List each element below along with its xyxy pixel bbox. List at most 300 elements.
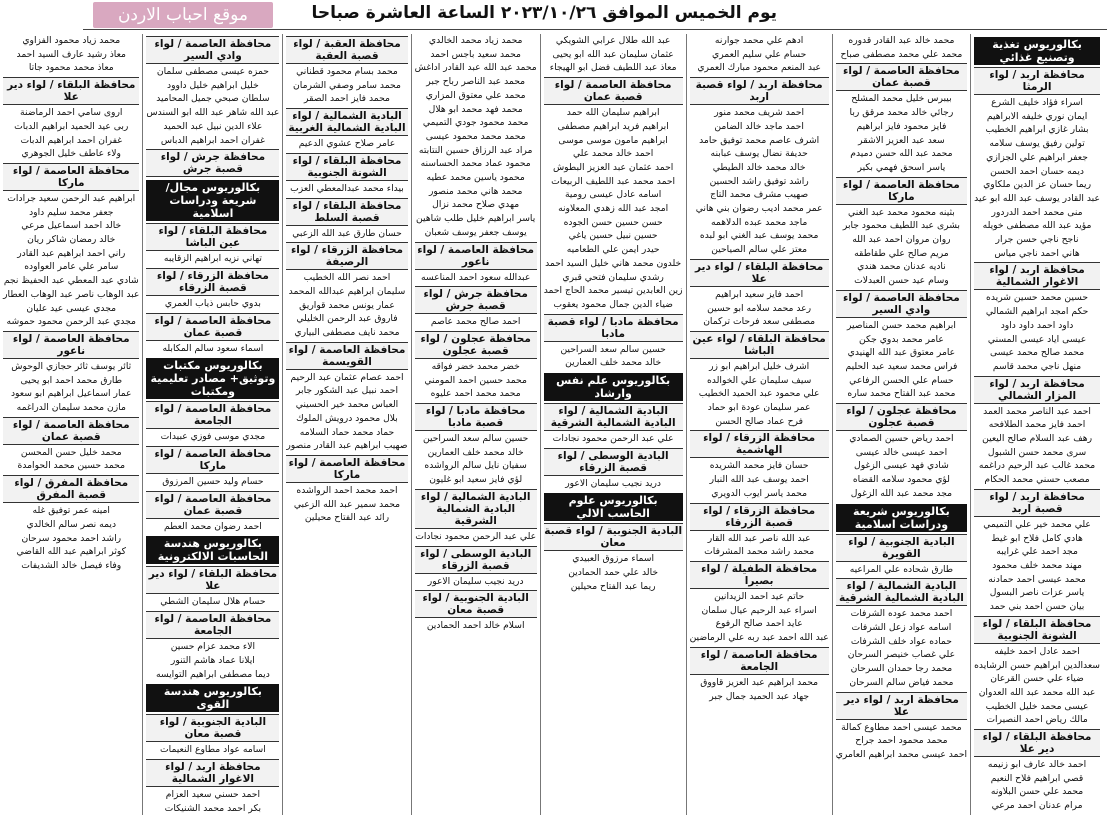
region-heading: محافظة الزرقاء / لواء قصبة الزرقاء	[146, 268, 279, 296]
region-heading: البادية الشمالية / لواء البادية الشمالية الشرقية	[544, 403, 683, 431]
student-name: ربى عيد الحميد ابراهيم الدبات	[14, 120, 129, 132]
region-heading: محافظة البلقاء / لواء عين الباشا	[690, 331, 829, 359]
column-1	[970, 34, 1103, 815]
region-heading: محافظة البلقاء / لواء الشونة الجنوبية	[974, 616, 1100, 644]
student-name: وفاء فيصل خالد الشديفات	[21, 559, 122, 571]
student-name: احمد محمد عوده الشرفات	[850, 608, 953, 620]
student-name: اسراء عبد الرحيم عيال سلمان	[701, 604, 817, 616]
region-heading: محافظة العاصمة / لواء وادي السير	[836, 290, 967, 318]
region-heading: محافظة اربد / لواء الاغوار الشمالية	[146, 759, 279, 787]
column-3	[686, 34, 832, 815]
student-name: ماجد محمد عبده الدلاهمه	[710, 216, 808, 228]
student-name: محمد هاني محمد منصور	[428, 185, 523, 197]
student-name: حسام هلال سليمان الشطي	[160, 596, 266, 608]
student-name: اسامه عواد مطاوع النعيمات	[160, 744, 266, 756]
region-heading: محافظة البلقاء / لواء عين الباشا	[146, 223, 279, 251]
student-name: ابراهيم مامون موسى موسى	[558, 134, 668, 146]
student-name: مجد محمد عبد الله الزغول	[850, 487, 953, 499]
student-name: حماد محمد حماد السلامه	[299, 426, 395, 438]
student-name: احمد حسني سعيد العزام	[165, 788, 261, 800]
region-heading: البادية الشمالية / لواء البادية الشمالية الغربية	[286, 108, 407, 136]
student-name: حاتم عيد احمد الزيدانين	[714, 590, 805, 602]
region-heading: محافظة العاصمة / لواء ماركا	[3, 163, 139, 191]
student-name: محمد صالح محمد عيسى	[989, 347, 1085, 359]
student-name: حديفة نضال يوسف عبابنه	[710, 148, 808, 160]
student-name: امينه عمر توفيق غله	[32, 505, 110, 517]
region-heading: محافظة العاصمة / لواء ماركا	[286, 455, 407, 483]
region-heading: محافظة اربد / لواء الرمثا	[974, 67, 1100, 95]
student-name: محمد حسين محمد الحوامدة	[17, 460, 126, 472]
region-heading: محافظة البلقاء / لواء دير علا	[974, 729, 1100, 757]
region-heading: محافظة العاصمة / لواء القويسمة	[286, 342, 407, 370]
region-heading: محافظة اربد / لواء دير علا	[836, 692, 967, 720]
student-name: محمود ياسين محمد عطيه	[426, 172, 525, 184]
student-name: احمد نبيل عبد الشكور جابر	[295, 385, 399, 397]
student-name: احمد شريف محمد منور	[714, 107, 805, 119]
student-name: محمد خالد عبد القادر قدوره	[848, 35, 955, 46]
student-name: بثينه محمود محمد عبد الغني	[848, 206, 955, 218]
student-name: شادي فهد عيسى الزغول	[854, 460, 949, 472]
student-name: محمد عيسى احمد مطاوع كمالة	[841, 721, 962, 733]
student-name: مجدي عيسى عيد عليان	[26, 302, 117, 314]
student-name: ناديه عدنان محمد هندي	[857, 261, 946, 273]
columns-container	[3, 34, 1103, 814]
student-name: حماده عواد خلف الشرفات	[850, 635, 952, 647]
student-name: الاء محمد عزام حسين	[170, 641, 256, 653]
student-name: سليمان ابراهيم عبدالله المحمد	[288, 285, 406, 297]
student-name: اروى سامي احمد الرماضنة	[20, 107, 123, 119]
region-heading: محافظة المفرق / لواء قصبة المفرق	[3, 475, 139, 503]
student-name: عمار يونس محمد قواريق	[299, 299, 395, 311]
student-name: مالك رياض احمد النصيرات	[986, 714, 1088, 726]
student-name: معاذ محمد محمود جاتا	[28, 62, 114, 74]
degree-heading: بكالوريوس مجال/شريعة ودراسات اسلامية	[146, 180, 279, 221]
student-name: ضياء علي حسن القرعان	[990, 673, 1084, 685]
student-name: خالد محمد خلف العمارين	[427, 446, 524, 458]
degree-heading: بكالوريوس هندسة الحاسبات الالكترونية	[146, 536, 279, 564]
student-name: فرح عماد صالح الحسن	[715, 415, 803, 427]
student-name: رشدي سليمان فتحي قبري	[562, 271, 664, 283]
student-name: علي محمد خير علي التميمي	[983, 518, 1091, 530]
student-name: ايمان نوري خليفه الابراهيم	[986, 110, 1088, 122]
student-name: بلال محمود درويش الملوك	[296, 412, 398, 424]
student-name: ابراهيم سليمان الله حمد	[566, 107, 660, 119]
student-name: حسام علي سليم العمري	[712, 48, 807, 60]
region-heading: محافظة البلقاء / لواء قصبة السلط	[286, 198, 407, 226]
student-name: محمد زياد محمد الخالدي	[428, 35, 523, 46]
student-name: خالد علي حمد الحمادين	[568, 567, 659, 579]
student-name: معاذ رشيد عارف السيد احمد	[16, 48, 126, 60]
student-name: هاني احمد ناجي مياس	[994, 247, 1080, 259]
student-name: مهند محمد خلف محمود	[992, 559, 1082, 571]
column-5	[411, 34, 540, 815]
region-heading: محافظة العاصمة / لواء قصبة عمان	[836, 63, 967, 91]
region-heading: محافظة العاصمة / لواء ناعور	[3, 331, 139, 359]
degree-heading: بكالوريوس علوم الحاسب الالي	[544, 493, 683, 521]
region-heading: محافظة العاصمة / لواء ناعور	[415, 242, 537, 270]
student-name: احمد فايز سعيد ابراهيم	[715, 288, 804, 300]
student-name: خالد محمد خلف العمارين	[565, 357, 662, 369]
student-name: منى محمد احمد الدردور	[991, 206, 1083, 218]
student-name: مازن محمد سليمان الدراغمه	[16, 402, 126, 414]
student-name: تهاني نزيه ابراهيم الزقايبه	[163, 253, 262, 265]
student-name: محمد يوسف عبد الغني ابو لبده	[699, 230, 819, 242]
student-name: مراد عبد الرزاق حسين النتابته	[418, 144, 533, 156]
region-heading: محافظة جرش / لواء قصبة جرش	[415, 286, 537, 314]
student-name: حسن حسين حسن الجوده	[563, 216, 663, 228]
student-name: احمد عثمان عبد العزيز البطوش	[552, 161, 674, 173]
student-name: بكر احمد محمد الشنيكات	[164, 802, 262, 814]
student-name: سرى محمد حسن الشبول	[987, 446, 1087, 458]
student-name: روان مروان احمد عبد الله	[852, 234, 951, 246]
student-name: بيبرس خليل محمد المشلح	[851, 93, 952, 105]
region-heading: محافظة جرش / لواء قصبة جرش	[146, 149, 279, 177]
student-name: ابراهيم محمد حسن المناصير	[846, 319, 956, 331]
student-name: سفيان نايل سالم الرواشده	[424, 460, 527, 472]
student-name: سلطان صبحي جميل المحاميد	[156, 93, 270, 105]
student-name: محمد علي معتوق المزاري	[425, 89, 526, 101]
student-name: عمر محمد اديب رضوان بني هاني	[695, 203, 823, 215]
student-name: ابراهيم عبد الرحمن سعيد جرادات	[7, 192, 136, 204]
student-name: ياسر ابراهيم خليل طلب شاهين	[416, 213, 536, 225]
student-name: عثمان سليمان عبد الله ابو يحيى	[552, 48, 674, 60]
region-heading: محافظة البلقاء / لواء دير علا	[690, 259, 829, 287]
page-title: يوم الخميس الموافق ٢٠٢٣/١٠/٢٦ الساعة العاشرة صباحا	[311, 3, 777, 23]
student-name: محمد رجا حمدان السرحان	[850, 663, 953, 675]
student-name: داود احمد داود داود	[1000, 319, 1074, 331]
student-name: دريد نجيب سليمان الاعور	[565, 477, 662, 489]
student-name: محمد عبد الفتاح محمد ساره	[847, 388, 956, 400]
page-header	[83, 0, 1107, 30]
student-name: عبد الله طلال عرابي الشويكي	[555, 35, 671, 46]
student-name: محمد ياسر ايوب الدويري	[711, 487, 808, 499]
student-name: صهيب مشرف محمد التاج	[710, 189, 809, 201]
student-name: شادي عبد المعطي عبد الحفيظ نجم	[3, 275, 139, 287]
student-name: ايلانا عماد هاشم التنور	[170, 654, 255, 666]
student-name: حكم امجد ابراهيم الشمالي	[985, 306, 1089, 318]
student-name: خالد احمد اسماعيل مرعي	[21, 220, 122, 232]
student-name: مصعب حسني محمد الحكام	[984, 474, 1090, 486]
student-name: عيسى محمد خليل الخطيب	[985, 700, 1089, 712]
region-heading: البادية الشمالية / لواء البادية الشمالية الشرقية	[415, 489, 537, 529]
student-name: حسين محمد حسين شريده	[986, 292, 1089, 304]
student-name: محمد فهد محمد ابو هلال	[428, 103, 523, 115]
student-name: غفران احمد ابراهيم الدبات	[20, 134, 123, 146]
student-name: ناجح ناجي حسن جرار	[995, 234, 1079, 246]
student-name: احمد فايز محمد الطلافحه	[988, 419, 1086, 431]
student-name: مريم صالح علي طقاطقه	[854, 247, 949, 259]
student-name: محمد علي حسن البلاونه	[990, 786, 1084, 798]
student-name: ديما مصطفى ابراهيم التوايسه	[155, 668, 270, 680]
student-name: حيدر ايمن علي الطعاميه	[566, 244, 660, 256]
student-name: ثائر يوسف ثائر حجازي الوحوش	[11, 360, 132, 372]
region-heading: محافظة اربد / لواء المزار الشمالي	[974, 376, 1100, 404]
region-heading: محافظة عجلون / لواء قصبة عجلون	[415, 331, 537, 359]
student-name: عبد الله ناصر عبد الله القار	[707, 532, 811, 544]
student-name: احمد عيسى محمد ابراهيم العامري	[835, 748, 968, 760]
student-name: يوسف جعفر يوسف شعبان	[424, 226, 527, 238]
student-name: العباس محمد خير الحسيني	[295, 399, 399, 411]
region-heading: البادية الجنوبية / لواء قصبة معان	[544, 525, 683, 550]
region-heading: البادية الجنوبية / لواء قصبة معان	[415, 590, 537, 618]
region-heading: محافظة العاصمة / لواء وادي السير	[146, 36, 279, 64]
student-name: رهف عبد السلام صالح اليعين	[982, 433, 1093, 445]
student-name: مجدي عبد الرحمن محمود حموشه	[6, 316, 136, 328]
column-8	[0, 34, 142, 815]
region-heading: محافظة اربد / لواء قصبة اربد	[690, 77, 829, 105]
student-name: عبد الوهاب ناصر عبد الوهاب العطار	[3, 288, 140, 300]
student-name: حسين سالم سعد السراحين	[422, 433, 529, 445]
student-name: محمد محمد احمد عليوه	[430, 388, 521, 400]
degree-heading: بكالوريوس مكتبات وتوثيق+ مصادر تعليمية ومكتبات	[146, 358, 279, 399]
student-name: حسين سالم سعد السراحين	[560, 343, 666, 355]
student-name: محمد حسين احمد المومني	[424, 374, 527, 386]
student-name: احمد محمد عبد اللطيف الربيعات	[551, 175, 676, 187]
student-name: محمد زياد محمود الفزاوي	[22, 35, 121, 46]
student-name: امجد عبد الله زهدي المعلاونه	[558, 203, 669, 215]
degree-heading: بكالوريوس علم نفس وارشاد	[544, 373, 683, 401]
student-name: علي عبد الرحمن محمود نجادات	[415, 530, 537, 542]
student-name: احمد ماجد خالد الضامن	[714, 120, 804, 132]
region-heading: محافظة العاصمة / لواء ماركا	[836, 177, 967, 205]
student-name: عبد الله محمد عبد الله العدوان	[978, 686, 1096, 698]
student-name: عامر محمد بدوي جكن	[859, 333, 944, 345]
student-name: محمد عبد الناصر رباح جبر	[426, 76, 526, 88]
student-name: علي محمود عبد الحميد الخطيب	[698, 388, 820, 400]
student-name: علي غصاب خنيصر السرحان	[847, 649, 956, 661]
student-name: محمد علي محمد مصطفى صباح	[840, 48, 963, 60]
student-name: ضياء الدين جمال محمود يعقوب	[553, 298, 673, 310]
region-heading: محافظة العاصمة / لواء الجامعة	[146, 611, 279, 639]
student-name: عمر سليمان عودة ابو حماد	[707, 402, 811, 414]
student-name: محمد غالب عبد الرحيم دراغمه	[978, 460, 1096, 472]
student-name: محمد فياض سالم السرحان	[849, 676, 954, 688]
student-name: بدوي حابس ذياب العمري	[164, 297, 261, 309]
degree-heading: بكالوريوس شريعة ودراسات اسلامية	[836, 504, 967, 532]
student-name: ياسر عزات ناصر البسول	[989, 587, 1085, 599]
student-name: عامر صلاح عشوي الدعيم	[298, 138, 396, 150]
student-name: حسان فايز محمد الشريده	[709, 460, 809, 472]
student-name: سامر علي عامر العواوده	[24, 261, 119, 273]
student-name: زين العابدين تيسير محمد الحاج احمد	[543, 285, 683, 297]
student-name: مرام عدنان احمد مرعي	[991, 800, 1083, 812]
student-name: اشرف خليل ابراهيم ابو زر	[709, 360, 810, 372]
region-heading: البادية الجنوبية / لواء القويرة	[836, 534, 967, 562]
student-name: فايز محمود فايز ابراهيم	[856, 120, 947, 132]
student-name: محمد عيسى احمد حمادنه	[988, 573, 1086, 585]
region-heading: محافظة مادبا / لواء قصبة مادبا	[415, 403, 537, 431]
region-heading: محافظة الزرقاء / لواء قصبة الزرقاء	[690, 503, 829, 531]
student-name: محمد سمير عبد الله الزعبي	[293, 498, 401, 510]
region-heading: محافظة العاصمة / لواء قصبة عمان	[146, 491, 279, 519]
region-heading: محافظة مادبا / لواء قصبة مادبا	[544, 314, 683, 342]
student-name: لؤي محمود سلامه القضاه	[852, 474, 950, 486]
student-name: احمد رياض حسين الصمادي	[849, 433, 954, 445]
student-name: احمد عبد الناصر محمد العمد	[983, 405, 1091, 417]
student-name: حسان طارق عبد الله الزعبي	[292, 227, 402, 239]
student-name: اسراء فؤاد خليف الشرع	[991, 97, 1083, 108]
student-name: احمد خالد عارف ابو زنيمه	[987, 759, 1087, 771]
student-name: محمد راشد محمد المشرفات	[704, 546, 815, 558]
region-heading: محافظة العاصمة / لواء الجامعة	[146, 401, 279, 429]
student-name: اسامه عواد زعل الشرفات	[851, 621, 952, 633]
region-heading: محافظة الزرقاء / لواء الرصيفة	[286, 242, 407, 270]
student-name: خالد رمضان شاكر ريان	[27, 234, 116, 246]
student-name: صهيب ابراهيم عبد القادر منصور	[286, 440, 408, 452]
student-name: سعد عبد العزيز الاشقر	[858, 134, 945, 146]
student-name: احمد عصام عثمان عبد الرحيم	[290, 371, 404, 383]
student-name: بشرى عبد اللطيف محمود جابر	[842, 220, 960, 232]
student-name: دريد نجيب سليمان الاعور	[427, 575, 524, 587]
student-name: احمد عادل احمد خليفه	[994, 645, 1080, 657]
student-name: خالد محمد خالد الطيطي	[712, 161, 806, 173]
student-name: ادهم علي محمد جوارنه	[714, 35, 804, 46]
student-name: بيداء محمد عبدالمعطي العزب	[290, 182, 404, 194]
student-name: رجائي خالد محمد مرقق ربا	[849, 107, 954, 119]
region-heading: محافظة العاصمة / لواء الجامعة	[690, 647, 829, 675]
student-name: كوثر ابراهيم عبد الله القاضي	[16, 546, 127, 558]
student-name: فراس محمد سعيد عبد الحليم	[845, 360, 958, 372]
student-name: لؤي فايز سعيد ابو غليون	[429, 474, 523, 486]
student-name: طارق محمد احمد ابو يحيى	[20, 374, 122, 386]
region-heading: البادية الوسطى / لواء قصبة الزرقاء	[544, 448, 683, 476]
student-name: مهدي صلاح محمد نزال	[432, 199, 520, 211]
student-name: رعد محمد سلامه ابو حسين	[707, 302, 812, 314]
region-heading: محافظة العاصمة / لواء قصبة عمان	[544, 77, 683, 105]
student-name: اسلام خالد احمد الحمادين	[426, 620, 525, 632]
site-logo: موقع احباب الاردن	[93, 2, 273, 28]
region-heading: محافظة اربد / لواء قصبة اربد	[974, 489, 1100, 517]
student-name: خليل ابراهيم خليل داوود	[167, 79, 259, 91]
student-name: ديمه نصر سالم الخالدي	[26, 518, 117, 530]
student-name: جعفر ابراهيم علي الجزازي	[986, 151, 1088, 163]
degree-heading: بكالوريوس تغذية وتصنيع غذائي	[974, 37, 1100, 65]
region-heading: محافظة عجلون / لواء قصبة عجلون	[836, 403, 967, 431]
student-name: راشد احمد محمود سرحان	[21, 532, 122, 544]
student-name: مؤيد عبد الله مصطفى خويله	[982, 220, 1092, 232]
student-name: معاذ عبد اللطيف فضل ابو الهيجاء	[549, 62, 677, 74]
region-heading: محافظة العاصمة / لواء ماركا	[146, 446, 279, 474]
student-name: علاء الدين نبيل عبد الحميد	[163, 120, 263, 132]
student-name: حسام علي الحسن الرفاعي	[849, 374, 954, 386]
student-name: احمد رضوان محمد العطم	[163, 520, 262, 532]
student-name: عبد الله شاهر عبد الله ابو السندس	[146, 107, 280, 119]
region-heading: محافظة البلقاء / لواء دير علا	[3, 77, 139, 105]
region-heading: البادية الجنوبية / لواء قصبة معان	[146, 714, 279, 742]
student-name: اشرف عاصم محمد توفيق حامد	[699, 134, 820, 146]
degree-heading: بكالوريوس هندسة القوى	[146, 684, 279, 712]
student-name: ابراهيم فريد ابراهيم مصطفى	[557, 120, 669, 132]
student-name: احمد نصر الله الخطيب	[303, 272, 391, 284]
student-name: قصي ابراهيم فلاح النعيم	[990, 772, 1084, 784]
region-heading: البادية الشمالية / لواء البادية الشمالية الشرقية	[836, 578, 967, 606]
student-name: احمد صالح محمد عاصم	[430, 316, 521, 328]
student-name: محمد خليل حسن المحسن	[20, 446, 122, 458]
student-name: ديمه حسان احمد الحسن	[990, 165, 1085, 177]
student-name: جهاد عبد الحميد جمال جبر	[709, 690, 810, 702]
student-name: عايد احمد صالح الرفوع	[715, 618, 803, 630]
student-name: وسام عيد حسن العبدلات	[854, 275, 949, 287]
student-name: خضر محمد خضر فواقه	[431, 360, 520, 372]
student-name: ياسر اسحق فهمي بكير	[857, 161, 946, 173]
student-name: طارق شحاده علي المراعيه	[849, 563, 954, 575]
student-name: عبد القادر يوسف عبد الله ابو عيد	[974, 192, 1100, 204]
region-heading: محافظة البلقاء / لواء دير علا	[146, 566, 279, 594]
student-name: محمود عماد محمد الحساسنه	[420, 158, 531, 170]
student-name: منهل ناجي محمد قاسم	[992, 360, 1082, 372]
student-name: محمد عبد الله حسن دميدم	[850, 148, 953, 160]
student-name: محمد سعيد باجس احمد	[430, 48, 521, 60]
exam-schedule-page	[3, 0, 1107, 814]
student-name: ولاء عاطف خليل الجوهري	[21, 148, 121, 160]
column-6	[282, 34, 410, 815]
student-name: احمد محمد احمد الرواشده	[296, 484, 398, 496]
student-name: ريما حسان عز الدين ملكاوي	[983, 179, 1092, 191]
student-name: محمد بسام محمود قطناني	[296, 66, 398, 77]
student-name: سيف سليمان علي الخوالده	[706, 374, 812, 386]
student-name: غفران احمد ابراهيم الدباس	[160, 134, 265, 146]
student-name: اسماء مرزوق العبيدي	[572, 553, 655, 565]
student-name: راني احمد ابراهيم عبد القادر	[17, 247, 126, 259]
student-name: سعدالدين ابراهيم حسن الرشايده	[974, 659, 1100, 671]
student-name: راشد توفيق راشد الحسين	[709, 175, 809, 187]
student-name: محمد نايف مصطفى البياري	[294, 327, 400, 339]
student-name: مجدي موسى فوزي عبيدات	[160, 431, 266, 443]
student-name: محمد سامر وصفي الشرمان	[293, 79, 401, 91]
region-heading: محافظة العقبة / لواء قصبة العقبة	[286, 36, 407, 64]
student-name: خلدون محمد هاني خليل السيد احمد	[545, 257, 682, 269]
student-name: محمد ابراهيم عبد العزيز قاووق	[700, 676, 819, 688]
region-heading: محافظة الطفيلة / لواء بصيرا	[690, 561, 829, 589]
student-name: معتز علي سالم الصياحين	[711, 244, 808, 256]
student-name: عامر معتوق عبد الله الهنيدي	[847, 347, 956, 359]
student-name: محمد محمود جودي التميمي	[422, 117, 529, 129]
student-name: فاروق عبد الرحمن الخليلي	[296, 313, 398, 325]
student-name: مصطفى سعد فرحات تركمان	[703, 316, 816, 328]
student-name: حسام وليد حسين المرزوق	[162, 476, 264, 488]
student-name: هادي كامل فلاح ابو غيط	[991, 532, 1083, 544]
student-name: محمد عبد الله عبد القادر اداغش	[414, 62, 537, 74]
student-name: مجد احمد علي غرايبه	[996, 546, 1078, 558]
student-name: حسين نبيل حسين ياغي	[568, 230, 658, 242]
student-name: جعفر محمد سليم داود	[29, 206, 114, 218]
student-name: علي عبد الرحمن محمود نجادات	[552, 433, 674, 445]
student-name: احمد عيسى خالد عيسى	[855, 446, 948, 458]
region-heading: محافظة البلقاء / لواء الشونة الجنوبية	[286, 153, 407, 181]
student-name: محمد محمد محمود عيسى	[425, 130, 526, 142]
region-heading: محافظة الزرقاء / لواء الهاشمية	[690, 430, 829, 458]
student-name: عبد الله احمد عبد ربه علي الرماضين	[689, 632, 829, 644]
student-name: بشار غازي ابراهيم الخطيب	[985, 124, 1089, 136]
student-name: عمار اسماعيل ابراهيم ابو سعود	[10, 388, 132, 400]
student-name: اسماء سعود سالم المكابله	[162, 342, 264, 354]
column-4	[540, 34, 686, 815]
student-name: اسامه عادل عيسى رومية	[564, 189, 662, 201]
region-heading: محافظة اربد / لواء الاغوار الشمالية	[974, 262, 1100, 290]
region-heading: محافظة العاصمة / لواء قصبة عمان	[3, 417, 139, 445]
student-name: احمد يوسف عبد الله النبار	[709, 474, 809, 486]
region-heading: محافظة العاصمة / لواء قصبة عمان	[146, 313, 279, 341]
student-name: عبد المنعم محمود مبارك العمري	[697, 62, 821, 74]
student-name: محمد فايز احمد الصقر	[304, 93, 390, 105]
column-2	[832, 34, 970, 815]
student-name: احمد خالد محمد علي	[572, 148, 654, 160]
student-name: تولين رفيق يوسف سلامه	[989, 138, 1085, 150]
student-name: عبدالله سعود احمد المناعسه	[420, 271, 531, 283]
student-name: رائد عبد الفتاح محيلين	[304, 512, 390, 524]
region-heading: البادية الوسطى / لواء قصبة الزرقاء	[415, 546, 537, 574]
student-name: ريما عبد الفتاح محيلين	[570, 580, 656, 592]
